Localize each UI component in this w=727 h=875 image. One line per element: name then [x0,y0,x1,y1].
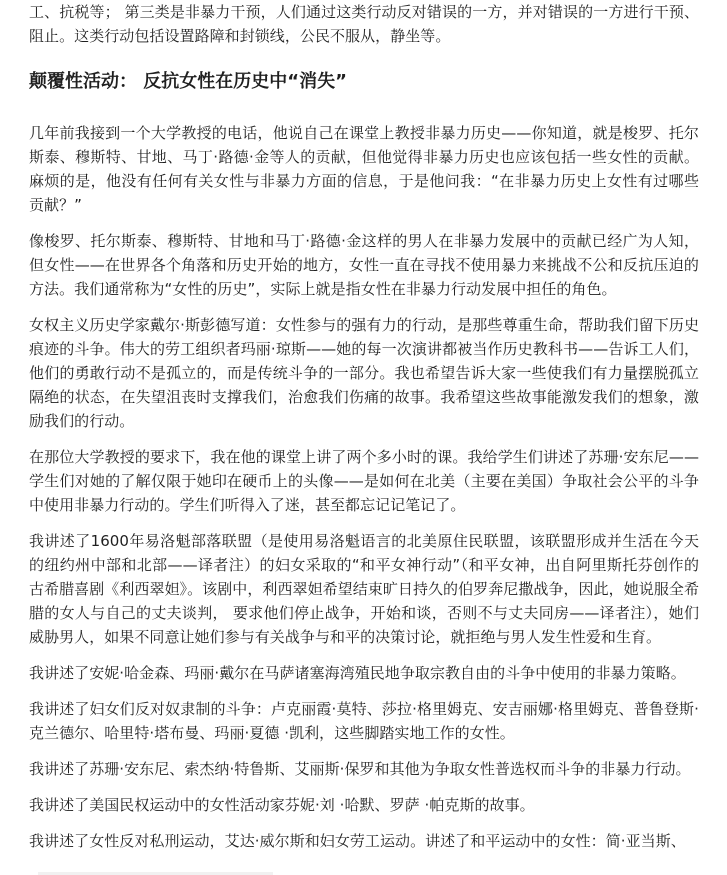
paragraph-2: 像梭罗、托尔斯泰、穆斯特、甘地和马丁·路德·金这样的男人在非暴力发展中的贡献已经广为人知，但女性——在世界各个角落和历史开始的地方，女性一直在寻找不使用暴力来挑战不公和反抗压迫的方法。我们通常称为“女性的历史”，实际上就是指女性在非暴力行动发展中担任的角色。 [29,232,699,298]
paragraph-9: 我讲述了美国民权运动中的女性活动家芬妮·刘 ·哈默、罗萨 ·帕克斯的故事。 [29,796,535,814]
paragraph-3: 女权主义历史学家戴尔·斯彭德写道：女性参与的强有力的行动，是那些尊重生命，帮助我们留下历史痕迹的斗争。伟大的劳工组织者玛丽·琼斯——她的每一次演讲都被当作历史教科书——告诉工人们，他们的勇敢行动不是孤立的，而是传统斗争的一部分。我也希望告诉大家一些使我们有力量摆脱孤立隔绝的状态，在失望沮丧时支撑我们，治愈我们伤痛的故事。我希望这些故事能激发我们的想象，激励我们的行动。 [29,316,699,430]
paragraph-6: 我讲述了安妮·哈金森、玛丽·戴尔在马萨诸塞海湾殖民地争取宗教自由的斗争中使用的非暴力策略。 [29,664,686,682]
paragraph-1: 几年前我接到一个大学教授的电话，他说自己在课堂上教授非暴力历史——你知道，就是梭罗、托尔斯泰、穆斯特、甘地、马丁·路德·金等人的贡献，但他觉得非暴力历史也应该包括一些女性的贡献。麻烦的是，他没有任何有关女性与非暴力方面的信息，于是他问我：“在非暴力历史上女性有过哪些贡献？” [29,124,699,214]
paragraph-10: 我讲述了女性反对私刑运动，艾达·威尔斯和妇女劳工运动。讲述了和平运动中的女性：简·亚当斯、 [29,832,686,850]
article-body [29,0,699,853]
intro-paragraph-tail: 工、抗税等； 第三类是非暴力干预，人们通过这类行动反对错误的一方，并对错误的一方进行干预、阻止。这类行动包括设置路障和封锁线，公民不服从，静坐等。 [29,3,699,45]
paragraph-4: 在那位大学教授的要求下，我在他的课堂上讲了两个多小时的课。我给学生们讲述了苏珊·安东尼——学生们对她的了解仅限于她印在硬币上的头像——是如何在北美（主要在美国）争取社会公平的斗争中使用非暴力行动的。学生们听得入了迷，甚至都忘记记笔记了。 [29,448,699,514]
paragraph-7: 我讲述了妇女们反对奴隶制的斗争：卢克丽霞·莫特、莎拉·格里姆克、安吉丽娜·格里姆克、普鲁登斯·克兰德尔、哈里特·塔布曼、玛丽·夏德 ·凯利，这些脚踏实地工作的女性。 [29,700,699,742]
section-heading: 颠覆性活动： 反抗女性在历史中“消失” [29,71,347,92]
paragraph-5: 我讲述了1600年易洛魁部落联盟（是使用易洛魁语言的北美原住民联盟，该联盟形成并生活在今天的纽约州中部和北部——译者注）的妇女采取的“和平女神行动”（和平女神，出自阿里斯托芬创作的古希腊喜剧《利西翠妲》。该剧中，利西翠妲希望结束旷日持久的伯罗奔尼撒战争，因此，她说服全希腊的女人与自己的丈夫谈判， 要求他们停止战争，开始和谈，否则不与丈夫同房——译者注），她们威胁男人，如果不同意让她们参与有关战争与和平的决策讨论，就拒绝与男人发生性爱和生育。 [29,532,699,646]
paragraph-8: 我讲述了苏珊·安东尼、索杰纳·特鲁斯、艾丽斯·保罗和其他为争取女性普选权而斗争的非暴力行动。 [29,760,691,778]
